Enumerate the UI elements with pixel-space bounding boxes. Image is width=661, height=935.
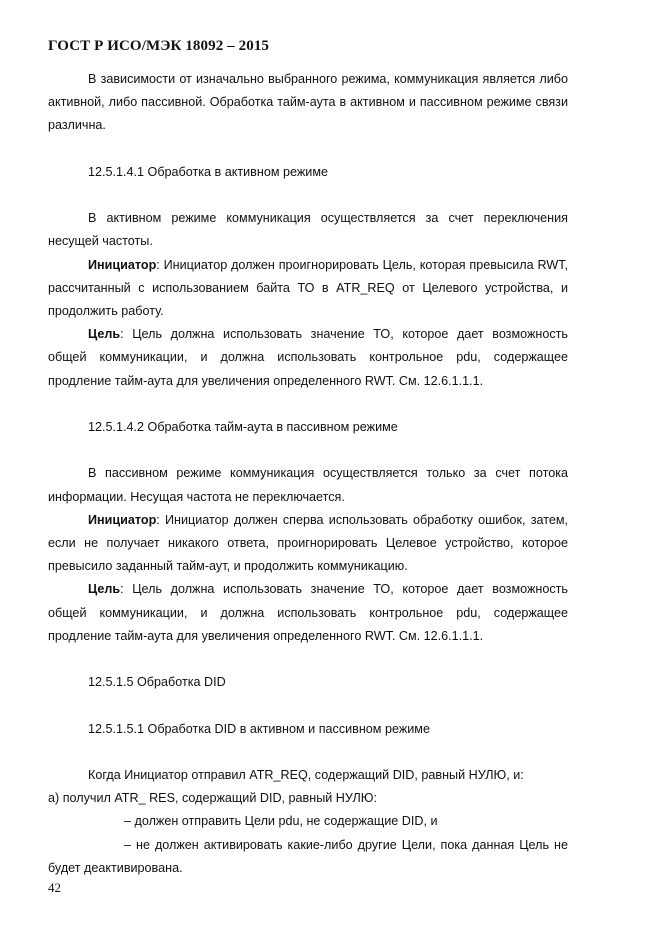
paragraph-target-active [48, 323, 568, 393]
page-number: 42 [48, 880, 61, 895]
section-heading-passive-mode: 12.5.1.4.2 Обработка тайм-аута в пассивном режиме [88, 420, 398, 434]
section-heading-did: 12.5.1.5 Обработка DID [88, 675, 226, 690]
target-text: : Цель должна использовать значение ТО, которое дает возможность общей коммуникации, и должна использовать контрольное pdu, содержащее продление тайм-аута для увеличения определенного RWT. См. 12.6.1.1.1. [48, 582, 568, 643]
paragraph-target-passive [48, 578, 568, 648]
dash-item-1: – должен отправить Цели pdu, не содержащие DID, и [124, 814, 438, 829]
initiator-text: : Инициатор должен сперва использовать обработку ошибок, затем, если не получает никакого ответа, проигнорировать Целевое устройство, которое превысило заданный тайм-аут, и продолжить коммуникацию. [48, 512, 568, 574]
target-text: : Цель должна использовать значение ТО, которое дает возможность общей коммуникации, и должна использовать контрольное pdu, содержащее продление тайм-аута для увеличения определенного RWT. См. 12.6.1.1.1. [48, 327, 568, 388]
target-label: Цель [88, 582, 121, 597]
paragraph-initiator-passive [48, 509, 568, 579]
paragraph-passive-mode: В пассивном режиме коммуникация осуществляется только за счет потока информации. Несущая частота не переключается. [48, 466, 568, 504]
paragraph-intro: В зависимости от изначально выбранного режима, коммуникация является либо активной, либо пассивной. Обработка тайм-аута в активном и пассивном режиме связи различна. [48, 72, 568, 133]
initiator-label: Инициатор [88, 512, 157, 527]
document-body [48, 68, 568, 880]
target-label: Цель [88, 327, 121, 342]
paragraph-initiator-active [48, 254, 568, 324]
section-heading-did-modes: 12.5.1.5.1 Обработка DID в активном и пассивном режиме [88, 721, 430, 736]
paragraph-active-mode: В активном режиме коммуникация осуществляется за счет переключения несущей частоты. [48, 211, 568, 249]
standard-header: ГОСТ Р ИСО/МЭК 18092 – 2015 [48, 38, 270, 54]
dash-item-2: – не должен активировать какие-либо другие Цели, пока данная Цель не будет деактивирована. [48, 837, 568, 875]
list-item-a: а) получил ATR_ RES, содержащий DID, равный НУЛЮ: [48, 791, 377, 806]
initiator-label: Инициатор [88, 257, 157, 272]
paragraph-did-condition: Когда Инициатор отправил ATR_REQ, содержащий DID, равный НУЛЮ, и: [88, 767, 524, 782]
section-heading-active-mode: 12.5.1.4.1 Обработка в активном режиме [88, 164, 328, 179]
initiator-text: : Инициатор должен проигнорировать Цель, которая превысила RWT, рассчитанный с использованием байта ТО в ATR_REQ от Целевого устройства, и продолжить работу. [48, 257, 568, 318]
